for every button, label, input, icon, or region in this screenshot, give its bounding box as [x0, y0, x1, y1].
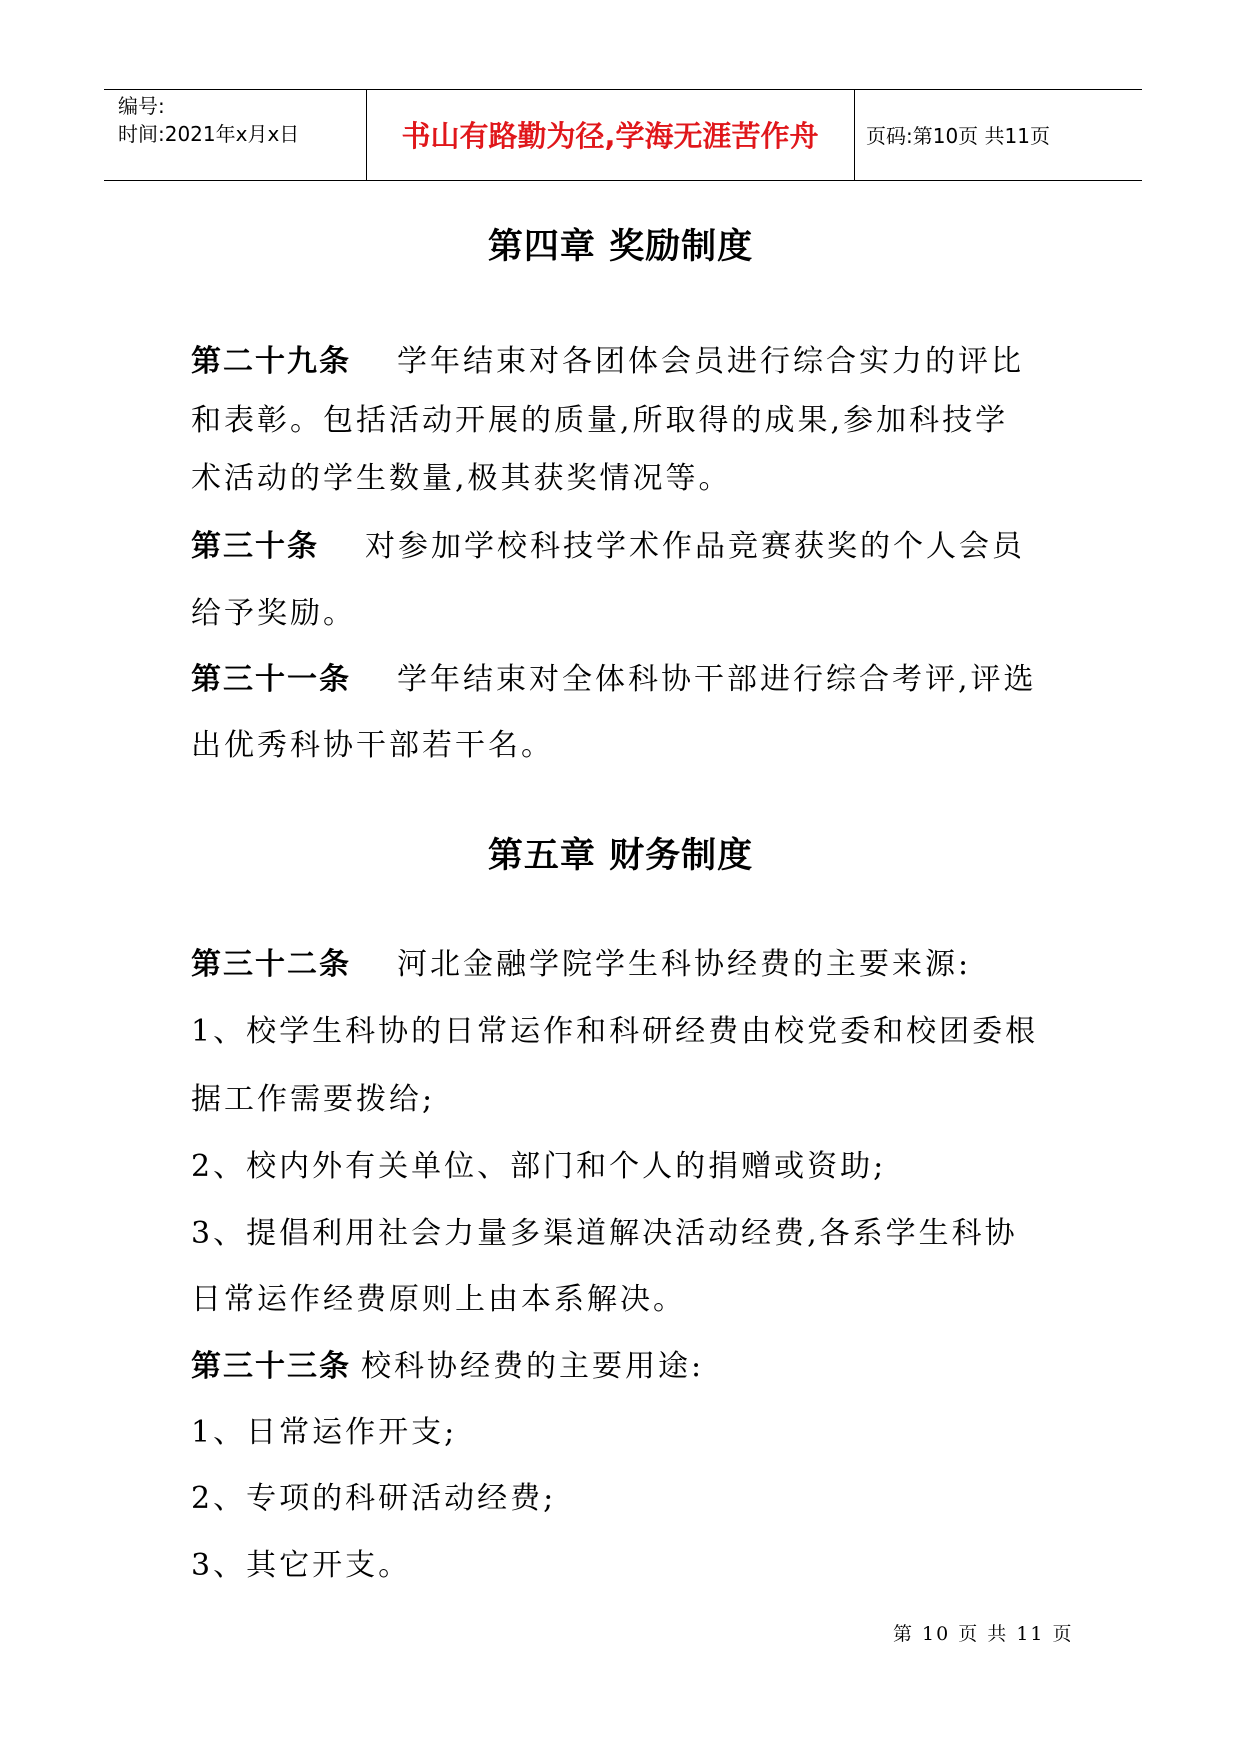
article-31-text: 学年结束对全体科协干部进行综合考评,评选 [397, 662, 1037, 697]
page-footer: 第 10 页 共 11 页 [893, 1623, 1074, 1645]
article-33-line-3: 2、专项的科研活动经费; [191, 1481, 557, 1516]
article-29-label: 第二十九条 [191, 344, 351, 379]
article-29-text: 学年结束对各团体会员进行综合实力的评比 [397, 344, 1024, 379]
chapter-5-title: 第五章 财务制度 [487, 836, 754, 876]
article-30-line-1 [191, 527, 1025, 567]
article-33-label: 第三十三条 [191, 1349, 351, 1384]
article-33-line-1 [191, 1347, 704, 1387]
header-time-label: 时间:2021年x月x日 [118, 122, 300, 146]
article-32-line-4: 2、校内外有关单位、部门和个人的捐赠或资助; [191, 1149, 887, 1184]
header-motto: 书山有路勤为径,学海无涯苦作舟 [401, 119, 819, 153]
article-33-text: 校科协经费的主要用途: [361, 1349, 705, 1384]
article-30-text: 对参加学校科技学术作品竞赛获奖的个人会员 [365, 529, 1025, 564]
article-29-line-2: 和表彰。包括活动开展的质量,所取得的成果,参加科技学 [191, 403, 1009, 438]
article-32-line-1 [191, 945, 971, 985]
article-32-label: 第三十二条 [191, 947, 351, 982]
header-divider [854, 90, 855, 180]
article-31-line-1 [191, 660, 1037, 700]
article-30-line-2: 给予奖励。 [191, 596, 356, 631]
article-32-line-6: 日常运作经费原则上由本系解决。 [191, 1282, 686, 1317]
header-number-label: 编号: [118, 94, 165, 118]
article-33-line-2: 1、日常运作开支; [191, 1415, 458, 1450]
article-32-line-5: 3、提倡利用社会力量多渠道解决活动经费,各系学生科协 [191, 1216, 1018, 1251]
article-33-line-4: 3、其它开支。 [191, 1548, 412, 1583]
header-left-cell [118, 92, 299, 148]
article-29-line-3: 术活动的学生数量,极其获奖情况等。 [191, 461, 732, 496]
header-page-label: 页码:第10页 共11页 [866, 124, 1050, 148]
article-29-line-1 [191, 342, 1024, 382]
article-31-line-2: 出优秀科协干部若干名。 [191, 728, 554, 763]
article-32-line-3: 据工作需要拨给; [191, 1082, 436, 1117]
article-32-line-2: 1、校学生科协的日常运作和科研经费由校党委和校团委根 [191, 1014, 1039, 1049]
chapter-4-title: 第四章 奖励制度 [487, 227, 754, 267]
article-30-label: 第三十条 [191, 529, 319, 564]
page-header [104, 89, 1142, 181]
article-31-label: 第三十一条 [191, 662, 351, 697]
article-32-text: 河北金融学院学生科协经费的主要来源: [397, 947, 972, 982]
